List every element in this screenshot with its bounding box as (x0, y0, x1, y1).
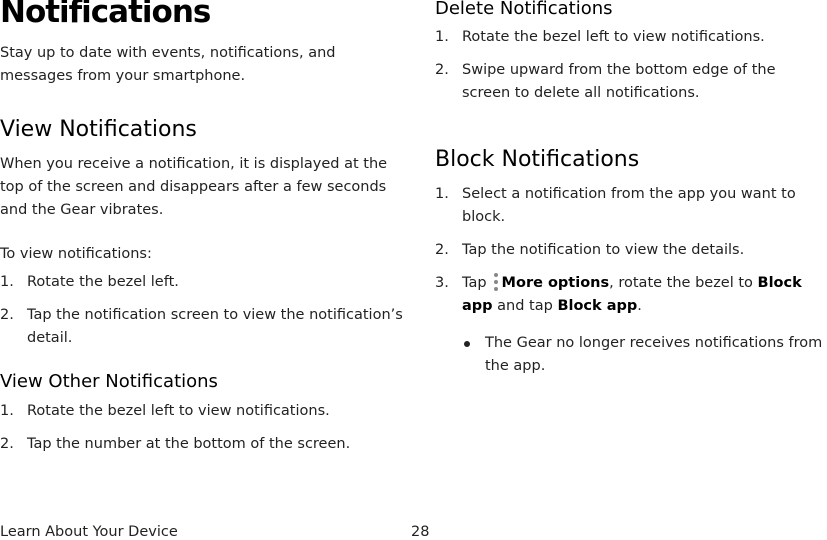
list-item: 2. Swipe upward from the bottom edge of the screen to delete all notifications. (435, 62, 776, 101)
view-notifications-body: When you receive a notification, it is displayed at the top of the screen and disappears after a few seconds and the Gear vibrates. (0, 156, 388, 218)
block-notifications-steps (435, 183, 805, 328)
list-item: 1. Select a notification from the app you want to block. (435, 186, 796, 225)
page-number: 28 (411, 524, 430, 540)
view-notifications-steps (0, 271, 405, 360)
bullet-icon (464, 341, 470, 347)
intro-text: Stay up to date with events, notifications, and messages from your smartphone. (0, 45, 336, 84)
list-item: 2. Tap the number at the bottom of the screen. (0, 436, 351, 452)
list-item: 2. Tap the notification screen to view the notification’s detail. (0, 307, 403, 346)
view-notifications-heading: View Notifications (0, 117, 197, 142)
list-item: 2. Tap the notification to view the details. (435, 242, 745, 258)
block-notifications-heading: Block Notifications (435, 147, 640, 172)
more-options-icon (493, 273, 499, 291)
list-item: 1. Rotate the bezel left to view notifications. (0, 403, 330, 419)
delete-notifications-steps (435, 26, 827, 115)
footer-section-title: Learn About Your Device (0, 524, 178, 540)
delete-notifications-heading: Delete Notifications (435, 0, 613, 19)
view-notifications-lead: To view notifications: (0, 246, 152, 262)
list-item: 3. Tap More options, rotate the bezel to Block app and tap Block app. (435, 275, 802, 314)
page-title: Notifications (0, 0, 211, 30)
view-other-notifications-heading: View Other Notifications (0, 371, 218, 392)
list-item: 1. Rotate the bezel left to view notifications. (435, 29, 765, 45)
view-other-notifications-steps (0, 400, 405, 466)
block-result-bullet: The Gear no longer receives notifications from the app. (462, 332, 827, 378)
list-item: 1. Rotate the bezel left. (0, 274, 179, 290)
